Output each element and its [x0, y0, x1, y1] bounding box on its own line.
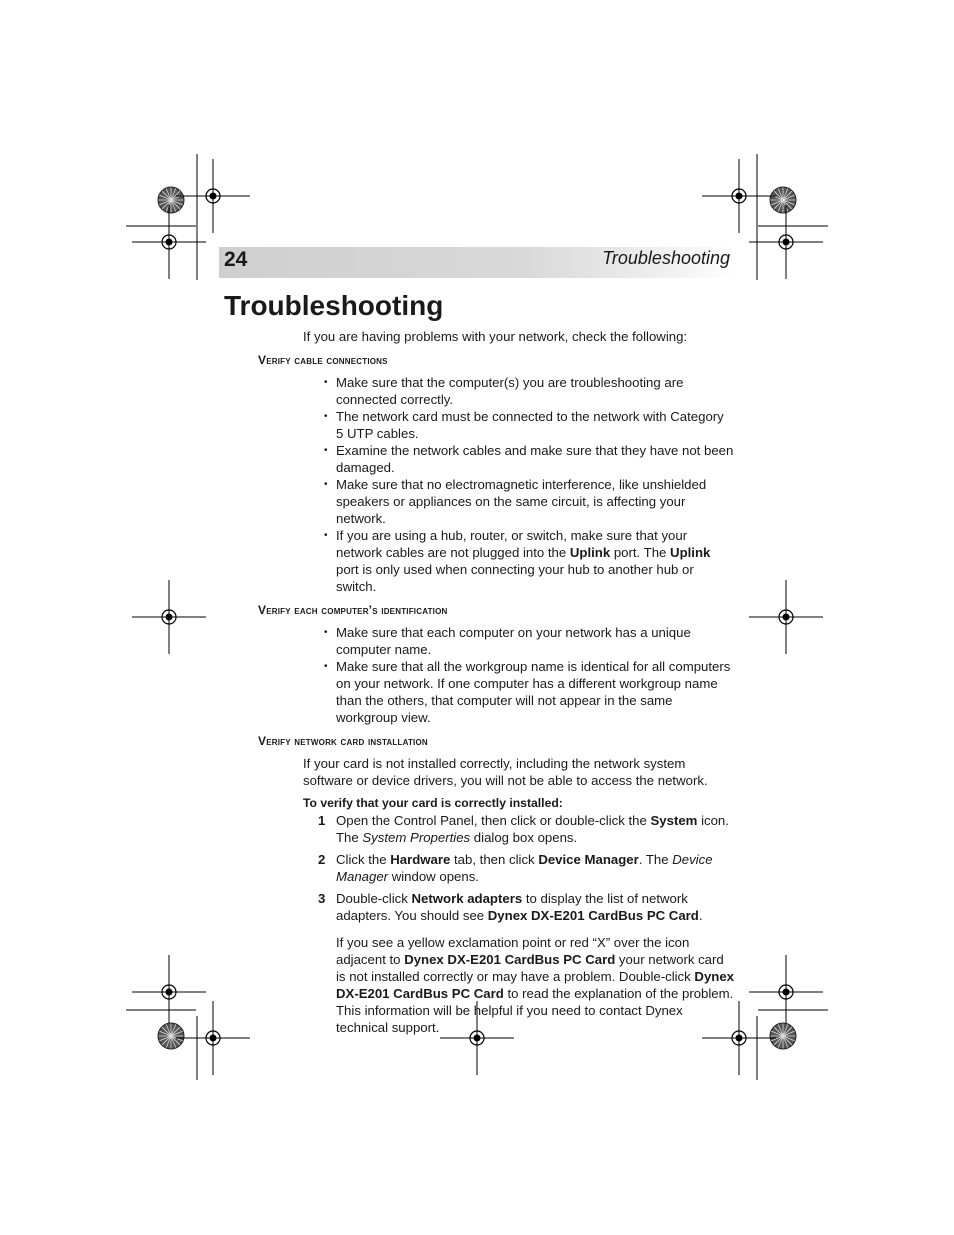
section-heading-install: Verify network card installation	[258, 734, 428, 748]
list-item: • Make sure that all the workgroup name is identical for all computers on your network. If one computer has a different workgroup name than the others, that computer will not appear in the same workgroup view.	[336, 658, 734, 726]
procedure-step	[318, 890, 734, 924]
cable-checklist	[258, 374, 734, 595]
text: dialog box opens.	[470, 830, 578, 845]
term-system: System	[650, 813, 698, 828]
text: Double-click	[336, 891, 412, 906]
step-number: 2	[318, 852, 326, 867]
text: If you are using a hub, router, or switch, make sure that your network cables are not plugged into the	[336, 528, 688, 560]
intro-paragraph: If you are having problems with your network, check the following:	[303, 329, 688, 344]
term-device-manager-italic: Device Manager	[336, 852, 713, 884]
term-system-properties: System Properties	[362, 830, 471, 845]
procedure-step	[318, 812, 734, 846]
running-header-title: Troubleshooting	[602, 248, 730, 268]
text: Click the	[336, 852, 391, 867]
list-item	[336, 527, 734, 595]
install-paragraph: If your card is not installed correctly, including the network system software or device drivers, you will not be able to access the network.	[303, 756, 708, 788]
term-uplink: Uplink	[670, 545, 711, 560]
section-heading-identification: Verify each computer’s identification	[258, 603, 448, 617]
step-number: 3	[318, 891, 326, 906]
text: your network card is not installed correctly or may have a problem. Double-click	[336, 952, 724, 984]
term-card-name: Dynex DX-E201 CardBus PC Card	[336, 969, 735, 1001]
text: to display the list of network adapters. You should see	[336, 891, 688, 923]
text: to read the explanation of the problem. This information will be helpful if you need to contact Dynex technical support.	[336, 986, 734, 1035]
term-uplink: Uplink	[569, 545, 611, 560]
text: tab, then click	[450, 852, 539, 867]
page-content	[258, 328, 734, 1036]
text: .	[698, 908, 703, 923]
text: window opens.	[388, 869, 479, 884]
text: port. The	[610, 545, 671, 560]
list-item: • Make sure that no electromagnetic interference, like unshielded speakers or appliances on the same circuit, is affecting your network.	[336, 476, 734, 527]
text: If you see a yellow exclamation point or red “X” over the icon adjacent to	[336, 935, 690, 967]
list-item: • Make sure that the computer(s) you are troubleshooting are connected correctly.	[336, 374, 734, 408]
procedure-steps	[258, 812, 734, 924]
term-card-name: Dynex DX-E201 CardBus PC Card	[487, 908, 699, 923]
page-number: 24	[224, 248, 248, 271]
list-item: • Examine the network cables and make sure that they have not been damaged.	[336, 442, 734, 476]
note-paragraph	[336, 934, 734, 1036]
text: Open the Control Panel, then click or double-click the	[336, 813, 651, 828]
term-network-adapters: Network adapters	[411, 891, 523, 906]
section-heading-cable: Verify cable connections	[258, 353, 388, 367]
step-number: 1	[318, 813, 326, 828]
term-device-manager: Device Manager	[538, 852, 639, 867]
term-hardware: Hardware	[390, 852, 451, 867]
page-title: Troubleshooting	[224, 290, 444, 321]
list-item: • The network card must be connected to the network with Category 5 UTP cables.	[336, 408, 734, 442]
term-card-name: Dynex DX-E201 CardBus PC Card	[404, 952, 616, 967]
list-item: • Make sure that each computer on your network has a unique computer name.	[336, 624, 734, 658]
procedure-heading: To verify that your card is correctly installed:	[303, 796, 563, 810]
procedure-step	[318, 851, 734, 885]
identification-checklist	[258, 624, 734, 726]
text: icon. The	[336, 813, 729, 845]
text: port is only used when connecting your hub to another hub or switch.	[336, 562, 694, 594]
text: . The	[638, 852, 673, 867]
